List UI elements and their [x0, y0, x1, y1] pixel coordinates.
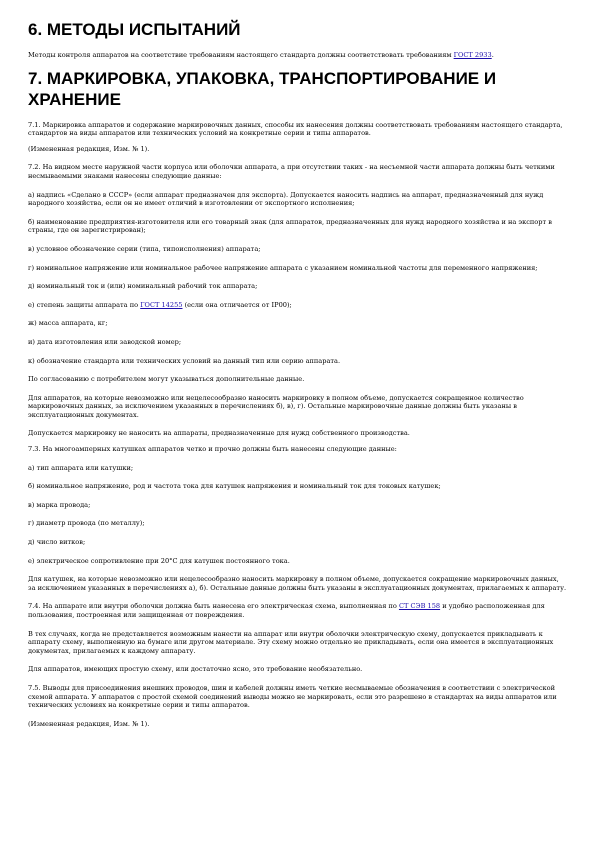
item-7-2-c: в) условное обозначение серии (типа, типоисполнения) аппарата;: [28, 244, 261, 253]
item-7-2-h: и) дата изготовления или заводской номер;: [28, 337, 182, 346]
paragraph-reduced-marking: Для аппаратов, на которые невозможно или нецелесообразно наносить маркировку в полном объеме, допускается сокращенное количество маркировочных данных, за исключением указанных в перечислениях б), в), г). Остальные маркировочные данные должны быть указаны в эксплуатационных документах.: [28, 393, 524, 419]
item-7-2-i: к) обозначение стандарта или технических условий на данный тип или серию аппарата.: [28, 356, 341, 365]
section-6-paragraph: [28, 51, 568, 60]
document-page: [28, 12, 568, 728]
paragraph-text: Методы контроля аппаратов на соответствие требованиям настоящего стандарта должны соответствовать требованиям: [28, 51, 454, 59]
paragraph-simple-scheme: Для аппаратов, имеющих простую схему, или достаточно ясно, это требование необязательно.: [28, 665, 363, 674]
item-7-2-b: б) наименование предприятия-изготовителя или его товарный знак (для аппаратов, предназначенных для нужд народного хозяйства и на экспорт в страны, где он зарегистрирован);: [28, 217, 552, 235]
paragraph-text: и удобно расположенная для пользования, построенная или защищенная от повреждения.: [28, 602, 545, 619]
paragraph-7-3: 7.3. На многоамперных катушках аппаратов четко и прочно должны быть нанесены следующие данные:: [28, 445, 397, 454]
paragraph-7-4: [28, 602, 568, 619]
item-7-2-a: а) надпись «Сделано в СССР» (если аппарат предназначен для экспорта). Допускается наносить надпись на аппарат, предназначенный для нужд народного хозяйства, если он не имеет отличий в изготовлении от экспортного исполнения;: [28, 190, 544, 208]
paragraph-text: .: [491, 51, 494, 59]
paragraph-coil-reduced-marking: Для катушек, на которые невозможно или нецелесообразно наносить маркировку в полном объеме, допускается сокращение маркировочных данных, за исключением указанных в перечислениях а), б). Остальные данные должны быть указаны в эксплуатационных документах, прилагаемых к аппарату.: [28, 575, 567, 592]
paragraph-7-5: 7.5. Выводы для присоединения внешних проводов, шин и кабелей должны иметь четкие несмываемые обозначения в соответствии с электрической схемой аппарата. У аппаратов с простой схемой соединений выводы можно не маркировать, если это разрешено в стандартах на виды аппаратов или технических условиях на конкретные серии и типы аппаратов.: [28, 683, 557, 710]
item-7-3-d: г) диаметр провода (по металлу);: [28, 519, 145, 528]
paragraph-scheme-attached: В тех случаях, когда не представляется возможным нанести на аппарат или внутри оболочки электрическую схему, допускается прикладывать к аппарату схему, выполненную на бумаге или другом материале. Эту схему можно отдельно не прикладывать, если она имеется в эксплуатационных документах, прилагаемых к каждому аппарату.: [28, 629, 554, 655]
section-6-heading: 6. МЕТОДЫ ИСПЫТАНИЙ: [28, 20, 241, 39]
item-7-2-g: ж) масса аппарата, кг;: [28, 319, 108, 328]
st-sev-158-link[interactable]: СТ СЭВ 158: [398, 602, 441, 611]
paragraph-text: (если она отличается от IP00);: [182, 300, 292, 309]
paragraph-own-production: Допускается маркировку не наносить на аппараты, предназначенные для нужд собственного производства.: [28, 429, 410, 438]
item-7-3-c: в) марка провода;: [28, 500, 91, 509]
paragraph-text: 7.4. На аппарате или внутри оболочки должна быть нанесена его электрическая схема, выполненная по: [28, 602, 399, 611]
item-7-2-f: [28, 301, 568, 310]
gost-2933-link[interactable]: ГОСТ 2933: [453, 51, 492, 59]
item-7-3-f: е) электрическое сопротивление при 20°С для катушек постоянного тока.: [28, 556, 290, 565]
paragraph-7-1: 7.1. Маркировка аппаратов и содержание маркировочных данных, способы их нанесения должны соответствовать требованиям настоящего стандарта, стандартов на виды аппаратов или технических условий на конкретные серии и типы аппаратов.: [28, 120, 563, 138]
amendment-note: (Измененная редакция, Изм. № 1).: [28, 144, 150, 153]
section-7-heading: 7. МАРКИРОВКА, УПАКОВКА, ТРАНСПОРТИРОВАНИЕ И ХРАНЕНИЕ: [28, 68, 497, 109]
item-7-3-e: д) число витков;: [28, 538, 86, 547]
item-7-3-a: а) тип аппарата или катушки;: [28, 463, 134, 472]
paragraph-text: е) степень защиты аппарата по: [28, 300, 141, 309]
paragraph-additional-data: По согласованию с потребителем могут указываться дополнительные данные.: [28, 375, 305, 384]
amendment-note: (Измененная редакция, Изм. № 1).: [28, 719, 150, 728]
paragraph-7-2: 7.2. На видном месте наружной части корпуса или оболочки аппарата, а при отсутствии таких - на несъемной части аппарата должны быть четкими несмываемыми знаками нанесены следующие данные:: [28, 163, 555, 180]
gost-14255-link[interactable]: ГОСТ 14255: [140, 300, 183, 309]
item-7-3-b: б) номинальное напряжение, род и частота тока для катушек напряжения и номинальный ток для токовых катушек;: [28, 482, 441, 491]
item-7-2-d: г) номинальное напряжение или номинальное рабочее напряжение аппарата с указанием номинальной частоты для переменного напряжения;: [28, 263, 538, 272]
item-7-2-e: д) номинальный ток и (или) номинальный рабочий ток аппарата;: [28, 282, 258, 291]
